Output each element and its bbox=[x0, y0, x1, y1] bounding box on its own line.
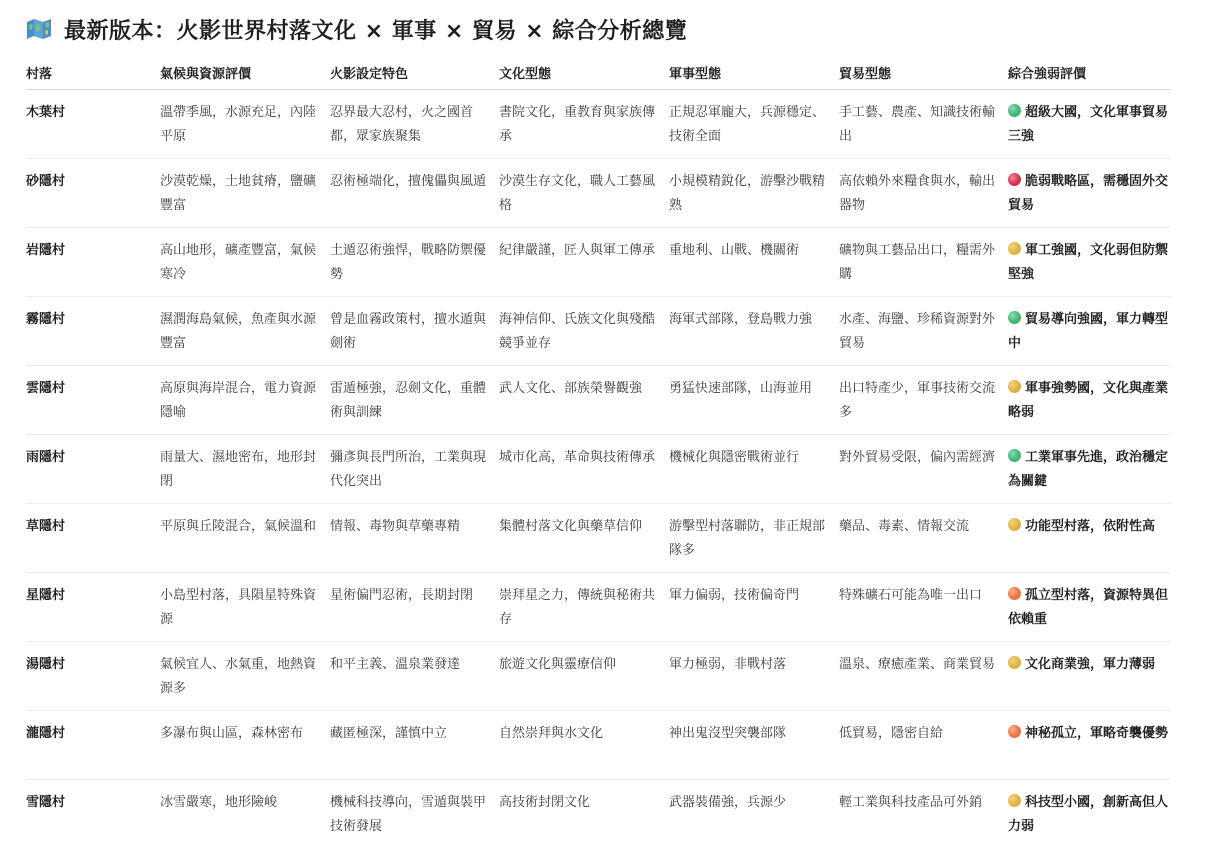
status-circle-icon bbox=[1008, 725, 1021, 738]
column-header-overall: 綜合強弱評價 bbox=[1008, 56, 1171, 90]
setting-cell: 土遁忍術強悍，戰略防禦優勢 bbox=[330, 243, 487, 282]
overall-assessment-text: 神秘孤立，軍略奇襲優勢 bbox=[1025, 726, 1169, 741]
overall-cell bbox=[1008, 90, 1171, 159]
table-row bbox=[26, 297, 1171, 366]
setting-cell: 忍術極端化，擅傀儡與風遁 bbox=[330, 174, 487, 189]
trade-cell: 手工藝、農產、知識技術輸出 bbox=[839, 105, 996, 144]
village-cell: 霧隱村 bbox=[26, 312, 66, 327]
culture-cell: 海神信仰、氏族文化與殘酷競爭並存 bbox=[499, 312, 656, 351]
overall-cell bbox=[1008, 297, 1171, 366]
overall-cell bbox=[1008, 228, 1171, 297]
table-row bbox=[26, 780, 1171, 849]
overall-assessment-text: 貿易導向強國，軍力轉型中 bbox=[1008, 312, 1169, 351]
culture-cell: 武人文化、部族榮譽觀強 bbox=[499, 381, 643, 396]
trade-cell: 出口特產少，軍事技術交流多 bbox=[839, 381, 996, 420]
status-circle-icon bbox=[1008, 449, 1021, 462]
table-header-row bbox=[26, 56, 1171, 90]
overall-assessment-text: 工業軍事先進，政治穩定為關鍵 bbox=[1008, 450, 1169, 489]
village-cell: 雪隱村 bbox=[26, 795, 66, 810]
climate-cell: 濕潤海島氣候，魚產與水源豐富 bbox=[160, 312, 317, 351]
setting-cell: 機械科技導向，雪遁與裝甲技術發展 bbox=[330, 795, 487, 834]
table-row bbox=[26, 573, 1171, 642]
trade-cell: 輕工業與科技產品可外銷 bbox=[839, 795, 983, 810]
setting-cell: 曾是血霧政策村，擅水遁與劍術 bbox=[330, 312, 487, 351]
climate-cell: 高原與海岸混合，電力資源隱喻 bbox=[160, 381, 317, 420]
trade-cell: 藥品、毒素、情報交流 bbox=[839, 519, 970, 534]
trade-cell: 溫泉、療癒產業、商業貿易 bbox=[839, 657, 996, 672]
culture-cell: 城市化高，革命與技術傳承 bbox=[499, 450, 656, 465]
culture-cell: 沙漠生存文化，職人工藝風格 bbox=[499, 174, 656, 213]
trade-cell: 對外貿易受限，偏內需經濟 bbox=[839, 450, 996, 465]
page-title: 最新版本：火影世界村落文化 × 軍事 × 貿易 × 綜合分析總覽 bbox=[64, 18, 688, 44]
overall-assessment-text: 孤立型村落，資源特異但依賴重 bbox=[1008, 588, 1169, 627]
overall-cell bbox=[1008, 642, 1171, 711]
military-cell: 正規忍軍龐大，兵源穩定、技術全面 bbox=[669, 105, 826, 144]
column-header-village: 村落 bbox=[26, 56, 160, 90]
village-cell: 砂隱村 bbox=[26, 174, 66, 189]
village-cell: 木葉村 bbox=[26, 105, 66, 120]
page-header bbox=[26, 12, 687, 46]
overall-assessment-text: 科技型小國，創新高但人力弱 bbox=[1008, 795, 1169, 834]
military-cell: 軍力偏弱，技術偏奇門 bbox=[669, 588, 800, 603]
climate-cell: 高山地形，礦產豐富，氣候寒冷 bbox=[160, 243, 317, 282]
overall-cell bbox=[1008, 366, 1171, 435]
status-circle-icon bbox=[1008, 242, 1021, 255]
trade-cell: 特殊礦石可能為唯一出口 bbox=[839, 588, 983, 603]
trade-cell: 高依賴外來糧食與水，輸出器物 bbox=[839, 174, 996, 213]
military-cell: 神出鬼沒型突襲部隊 bbox=[669, 726, 787, 741]
column-header-setting: 火影設定特色 bbox=[330, 56, 499, 90]
village-cell: 湯隱村 bbox=[26, 657, 66, 672]
status-circle-icon bbox=[1008, 173, 1021, 186]
trade-cell: 低貿易，隱密自給 bbox=[839, 726, 944, 741]
column-header-climate: 氣候與資源評價 bbox=[160, 56, 330, 90]
status-circle-icon bbox=[1008, 311, 1021, 324]
military-cell: 軍力極弱，非戰村落 bbox=[669, 657, 787, 672]
climate-cell: 沙漠乾燥，土地貧瘠，鹽礦豐富 bbox=[160, 174, 317, 213]
overall-cell bbox=[1008, 780, 1171, 849]
overall-assessment-text: 脆弱戰略區，需穩固外交貿易 bbox=[1008, 174, 1169, 213]
overall-assessment-text: 軍事強勢國，文化與產業略弱 bbox=[1008, 381, 1169, 420]
setting-cell: 情報、毒物與草藥專精 bbox=[330, 519, 461, 534]
status-circle-icon bbox=[1008, 587, 1021, 600]
table-row bbox=[26, 366, 1171, 435]
table-row bbox=[26, 435, 1171, 504]
culture-cell: 崇拜星之力，傳統與秘術共存 bbox=[499, 588, 656, 627]
trade-cell: 水產、海鹽、珍稀資源對外貿易 bbox=[839, 312, 996, 351]
military-cell: 武器裝備強，兵源少 bbox=[669, 795, 787, 810]
column-header-military: 軍事型態 bbox=[669, 56, 839, 90]
climate-cell: 氣候宜人、水氣重，地熱資源多 bbox=[160, 657, 317, 696]
military-cell: 勇猛快速部隊，山海並用 bbox=[669, 381, 813, 396]
table-row bbox=[26, 711, 1171, 780]
table-row bbox=[26, 504, 1171, 573]
village-cell: 雨隱村 bbox=[26, 450, 66, 465]
military-cell: 游擊型村落聯防，非正規部隊多 bbox=[669, 519, 826, 558]
status-circle-icon bbox=[1008, 518, 1021, 531]
climate-cell: 雨量大、濕地密布，地形封閉 bbox=[160, 450, 317, 489]
setting-cell: 藏匿極深，謹慎中立 bbox=[330, 726, 448, 741]
culture-cell: 自然崇拜與水文化 bbox=[499, 726, 604, 741]
climate-cell: 冰雪嚴寒，地形險峻 bbox=[160, 795, 278, 810]
overall-cell bbox=[1008, 573, 1171, 642]
overall-assessment-text: 超級大國，文化軍事貿易三強 bbox=[1008, 105, 1169, 144]
overall-cell bbox=[1008, 435, 1171, 504]
table-row bbox=[26, 90, 1171, 159]
overall-cell bbox=[1008, 159, 1171, 228]
military-cell: 機械化與隱密戰術並行 bbox=[669, 450, 800, 465]
overall-assessment-text: 軍工強國，文化弱但防禦堅強 bbox=[1008, 243, 1169, 282]
setting-cell: 忍界最大忍村，火之國首都，眾家族聚集 bbox=[330, 105, 474, 144]
military-cell: 海軍式部隊，登島戰力強 bbox=[669, 312, 813, 327]
status-circle-icon bbox=[1008, 380, 1021, 393]
status-circle-icon bbox=[1008, 656, 1021, 669]
setting-cell: 和平主義、溫泉業發達 bbox=[330, 657, 461, 672]
overall-cell bbox=[1008, 504, 1171, 573]
culture-cell: 紀律嚴謹，匠人與軍工傳承 bbox=[499, 243, 656, 258]
column-header-trade: 貿易型態 bbox=[839, 56, 1008, 90]
status-circle-icon bbox=[1008, 104, 1021, 117]
culture-cell: 旅遊文化與靈療信仰 bbox=[499, 657, 617, 672]
climate-cell: 溫帶季風，水源充足，內陸平原 bbox=[160, 105, 317, 144]
climate-cell: 多瀑布與山區，森林密布 bbox=[160, 726, 304, 741]
trade-cell: 礦物與工藝品出口，糧需外購 bbox=[839, 243, 996, 282]
village-cell: 星隱村 bbox=[26, 588, 66, 603]
culture-cell: 集體村落文化與藥草信仰 bbox=[499, 519, 643, 534]
village-cell: 瀧隱村 bbox=[26, 726, 66, 741]
setting-cell: 星術偏門忍術，長期封閉 bbox=[330, 588, 474, 603]
setting-cell: 雷遁極強，忍劍文化，重體術與訓練 bbox=[330, 381, 487, 420]
village-analysis-table bbox=[26, 56, 1171, 849]
climate-cell: 平原與丘陵混合，氣候溫和 bbox=[160, 519, 317, 534]
table-row bbox=[26, 159, 1171, 228]
culture-cell: 書院文化，重教育與家族傳承 bbox=[499, 105, 656, 144]
military-cell: 重地利、山戰、機關術 bbox=[669, 243, 800, 258]
setting-cell: 彌彥與長門所治，工業與現代化突出 bbox=[330, 450, 487, 489]
table-row bbox=[26, 642, 1171, 711]
climate-cell: 小島型村落，具隕星特殊資源 bbox=[160, 588, 317, 627]
culture-cell: 高技術封閉文化 bbox=[499, 795, 591, 810]
overall-cell bbox=[1008, 711, 1171, 780]
status-circle-icon bbox=[1008, 794, 1021, 807]
world-map-icon bbox=[26, 18, 52, 40]
table-row bbox=[26, 228, 1171, 297]
military-cell: 小規模精銳化，游擊沙戰精熟 bbox=[669, 174, 826, 213]
overall-assessment-text: 功能型村落，依附性高 bbox=[1025, 519, 1156, 534]
village-cell: 岩隱村 bbox=[26, 243, 66, 258]
village-cell: 雲隱村 bbox=[26, 381, 66, 396]
village-cell: 草隱村 bbox=[26, 519, 66, 534]
column-header-culture: 文化型態 bbox=[499, 56, 669, 90]
overall-assessment-text: 文化商業強，軍力薄弱 bbox=[1025, 657, 1156, 672]
